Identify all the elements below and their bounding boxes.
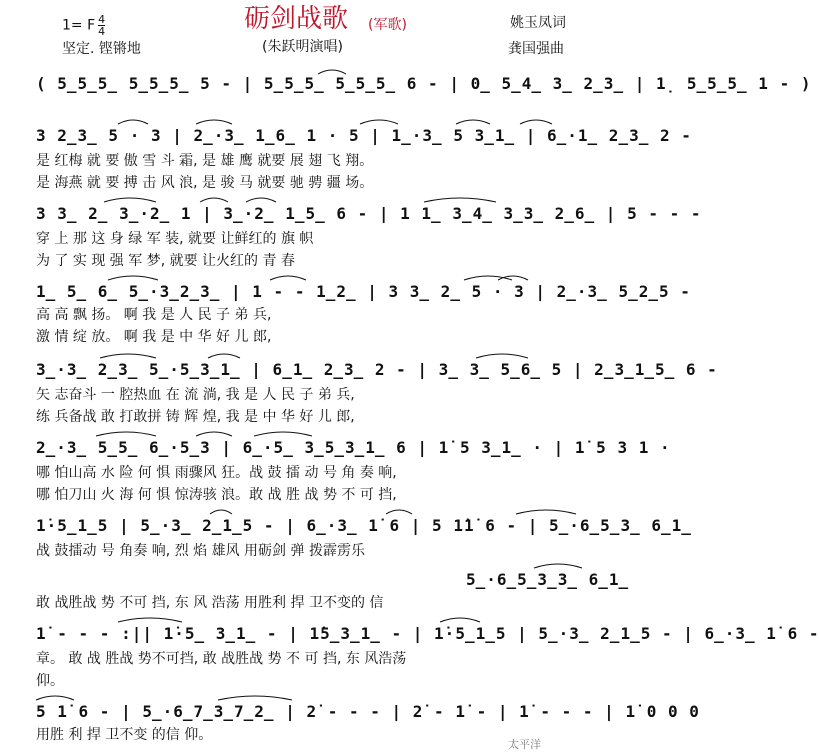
slur-arc [456,120,490,124]
notes-line-9: 1̇ - - - :|| 1̇·5̲ 3̲1̲ - | 1̇5̲3̲1̲ - | 1̇·5̲1̲5 | 5̲·3̲ 2̲1̲5 - | 6̲·3̲ 1̇ 6 - [36,624,819,643]
slur-arc [246,198,276,202]
slur-arc [520,120,552,124]
notes-line-7: 1̇·5̲1̲5 | 5̲·3̲ 2̲1̲5 - | 6̲·3̲ 1̇ 6 | 5 1̇1̇ 6 - | 5̲·6̲5̲3̲ 6̲1̲ [36,516,692,535]
lyrics-line-3b: 为 了 实 现 强 军 梦, 就要 让火红的 青 春 [36,253,295,269]
slur-arc [424,198,496,202]
slur-arc [118,618,182,622]
song-subtitle: (军歌) [368,17,407,33]
tempo-mood: 坚定. 铿锵地 [62,41,141,57]
performer: (朱跃明演唱) [262,39,343,55]
notes-line-6: 2̲·3̲ 5̲5̲ 6̲·5̲3 | 6̲·5̲ 3̲5̲3̲1̲ 6 | 1̇ 5 3̲1̲ · | 1̇ 5 3 1 · [36,438,671,457]
time-signature [98,14,105,37]
notes-line-1: ( 5̲5̲5̲ 5̲5̲5̲ 5 - | 5̲5̲5̲ 5̲5̲5̲ 6 - | 0̲ 5̲4̲ 3̲ 2̲3̲ | 1̣ 5̲5̲5̲ 1 - ) [36,74,812,93]
key-text: 1= F [62,17,96,34]
slur-arc [96,432,156,436]
lyrics-line-10: 用胜 利 捍 卫不变 的信 仰。 [36,727,213,743]
lyrics-line-5b: 练 兵备战 敢 打敢拼 铸 辉 煌, 我 是 中 华 好 儿 郎, [36,409,355,425]
lyrics-line-2b: 是 海燕 就 要 搏 击 风 浪, 是 骏 马 就要 驰 骋 疆 场。 [36,175,374,191]
slur-arc [108,276,158,280]
song-title: 砺剑战歌 [244,4,349,34]
slur-arc [386,510,412,514]
slur-arc [210,510,232,514]
lyrics-line-7: 战 鼓擂动 号 角奏 响, 烈 焰 雄风 用砺剑 弹 拨霹雳乐 [36,543,365,559]
slur-arc [254,432,312,436]
notes-line-3: 3 3̲ 2̲ 3̲·2̲ 1 | 3̲·2̲ 1̲5̲ 6 - | 1 1̲ 3̲4̲ 3̲3̲ 2̲6̲ | 5 - - - [36,204,702,223]
lyrics-line-3a: 穿 上 那 这 身 绿 军 装, 就要 让鲜红的 旗 帜 [36,231,314,247]
notes-line-5: 3̲·3̲ 2̲3̲ 5̲·5̲3̲1̲ | 6̲1̲ 2̲3̲ 2 - | 3̲ 3̲ 5̲6̲ 5 | 2̲3̲1̲5̲ 6 - [36,360,718,379]
slur-arc [118,120,148,124]
lyrics-line-6b: 哪 怕刀山 火 海 何 惧 惊涛骇 浪。敢 战 胜 战 势 不 可 挡, [36,487,397,503]
slur-arc [498,276,528,280]
notes-line-10: 5 1̇ 6 - | 5̲·6̲7̲3̲7̲2̲ | 2̇ - - - | 2̇ - 1̇ - | 1̇ - - - | 1̇ 0 0 0 [36,702,700,721]
notes-line-8: 5̲·6̲5̲3̲3̲ 6̲1̲ [466,570,630,589]
time-top: 4 [98,13,106,26]
slur-arc [100,354,156,358]
slur-arc [208,354,240,358]
lyrics-line-6a: 哪 怕山高 水 险 何 惧 雨骤风 狂。战 鼓 擂 动 号 角 奏 响, [36,465,397,481]
composer: 龚国强曲 [508,41,564,57]
slur-arc [218,696,292,700]
slur-arc [534,564,582,568]
lyrics-line-9a: 章。 敢 战 胜战 势不可挡, 敢 战胜战 势 不 可 挡, 东 风浩荡 [36,651,407,667]
key-signature [62,14,105,37]
lyricist: 姚玉凤词 [510,15,566,31]
lyrics-line-4b: 激 情 绽 放。 啊 我 是 中 华 好 儿 郎, [36,329,272,345]
lyrics-line-2a: 是 红梅 就 要 傲 雪 斗 霜, 是 雄 鹰 就要 展 翅 飞 翔。 [36,153,374,169]
slur-arc [36,696,74,700]
slur-arc [476,354,528,358]
slur-arc [360,120,398,124]
slur-arc [200,198,228,202]
time-bottom: 4 [98,25,106,38]
slur-arc [196,120,232,124]
notes-line-2: 3 2̲3̲ 5 · 3 | 2̲·3̲ 1̲6̲ 1 · 5 | 1̲·3̲ 5 3̲1̲ | 6̲·1̲ 2̲3̲ 2 - [36,126,692,145]
slur-arc [464,276,512,280]
slur-arc [270,276,306,280]
lyrics-line-5a: 矢 志奋斗 一 腔热血 在 流 淌, 我 是 人 民 子 弟 兵, [36,387,355,403]
notes-line-4: 1̲ 5̲ 6̲ 5̲·3̲2̲3̲ | 1 - - 1̲2̲ | 3 3̲ 2̲ 5 · 3 | 2̲·3̲ 5̲2̲5 - [36,282,691,301]
slur-arc [196,432,232,436]
lyrics-line-4a: 高 高 飘 扬。 啊 我 是 人 民 子 弟 兵, [36,307,272,323]
slur-arc [104,198,156,202]
watermark-logo: 太平洋 [508,738,541,751]
lyrics-line-9b: 仰。 [36,673,64,689]
slur-arc [516,510,576,514]
slur-arc [440,618,480,622]
lyrics-line-8: 敢 战胜战 势 不可 挡, 东 风 浩荡 用胜利 捍 卫不变的 信 [36,595,384,611]
